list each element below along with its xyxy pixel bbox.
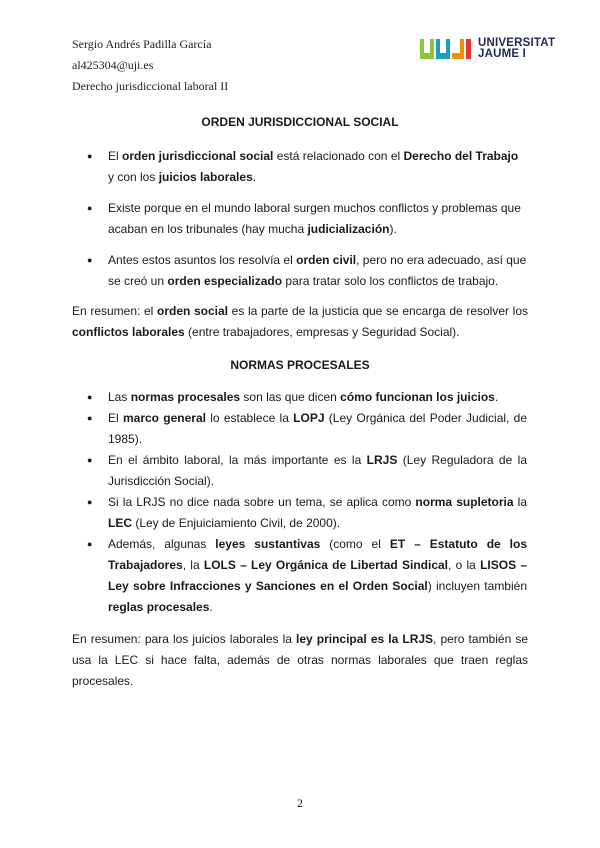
- logo-mark-j-orange-icon: [452, 39, 464, 59]
- text-run: (Ley Reguladora de la Jurisdicción Social).: [108, 453, 527, 488]
- bullet-icon: ●: [87, 151, 93, 161]
- section2-title: NORMAS PROCESALES: [230, 358, 370, 372]
- logo-text-line1: UNIVERSITAT: [478, 37, 556, 49]
- list-item: [87, 450, 527, 492]
- bold-text-run: LOLS – Ley Orgánica de Libertad Sindical: [203, 558, 449, 572]
- text-run: El: [108, 149, 123, 163]
- list-item: [87, 250, 527, 292]
- section1-bullet-list: [87, 146, 527, 292]
- section2-bullet-list: [87, 387, 527, 618]
- text-run: En el ámbito laboral, la más importante es la: [108, 453, 367, 467]
- section1-summary: [72, 301, 528, 343]
- list-item: [87, 146, 527, 188]
- text-run: es la parte de la justicia que se encarga de resolver los: [228, 304, 529, 318]
- bold-text-run: Derecho del Trabajo: [403, 149, 519, 163]
- course-name: Derecho jurisdiccional laboral II: [72, 79, 229, 93]
- text-run: Las: [108, 390, 131, 404]
- list-item: [87, 492, 527, 534]
- bold-text-run: LRJS: [366, 453, 398, 467]
- bold-text-run: LOPJ: [293, 411, 325, 425]
- university-logo: [420, 38, 555, 60]
- text-run: Además, algunas: [108, 537, 216, 551]
- bold-text-run: leyes sustantivas: [215, 537, 321, 551]
- logo-mark-icon: [420, 39, 471, 59]
- text-run: .: [494, 390, 499, 404]
- text-run: son las que dicen: [240, 390, 341, 404]
- logo-mark-i-red-icon: [466, 39, 471, 59]
- bullet-icon: ●: [87, 455, 93, 465]
- text-run: está relacionado con el: [273, 149, 404, 163]
- text-run: (Ley de Enjuiciamiento Civil, de 2000).: [132, 516, 341, 530]
- document-header: [72, 34, 228, 97]
- text-run: lo establece la: [205, 411, 294, 425]
- logo-mark-u-green-icon: [420, 39, 434, 59]
- list-item: [87, 198, 527, 240]
- bold-text-run: ley principal es la LRJS: [296, 632, 434, 646]
- logo-text: [478, 38, 555, 60]
- text-run: (como el: [320, 537, 390, 551]
- bullet-icon: ●: [87, 203, 93, 213]
- bold-text-run: juicios laborales: [158, 170, 253, 184]
- text-run: , pero no era adecuado, así que se creó un: [108, 253, 527, 288]
- text-run: (entre trabajadores, empresas y Seguridad Social).: [184, 325, 460, 339]
- bold-text-run: orden civil: [296, 253, 357, 267]
- list-item: [87, 534, 527, 618]
- author-name: Sergio Andrés Padilla García: [72, 37, 212, 51]
- bold-text-run: judicialización: [307, 222, 390, 236]
- list-item: [87, 387, 527, 408]
- page-number: 2: [297, 796, 303, 810]
- bold-text-run: orden especializado: [167, 274, 283, 288]
- text-run: En resumen: el: [72, 304, 157, 318]
- bullet-icon: ●: [87, 539, 93, 549]
- text-run: ) incluyen también: [427, 579, 527, 593]
- bold-text-run: ET – Estatuto de los Trabajadores: [108, 537, 527, 572]
- text-run: , pero también se usa la LEC si hace falta, además de otras normas laborales que traen reglas procesales.: [72, 632, 529, 688]
- bold-text-run: norma supletoria: [415, 495, 514, 509]
- bold-text-run: cómo funcionan los juicios: [340, 390, 495, 404]
- bold-text-run: normas procesales: [130, 390, 241, 404]
- text-run: y con los: [108, 170, 159, 184]
- bold-text-run: conflictos laborales: [72, 325, 185, 339]
- logo-mark-u-blue-icon: [436, 39, 450, 59]
- text-run: (Ley Orgánica del Poder Judicial, de 1985).: [108, 411, 528, 446]
- bold-text-run: LEC: [108, 516, 132, 530]
- bold-text-run: marco general: [122, 411, 206, 425]
- text-run: , la: [182, 558, 204, 572]
- bold-text-run: reglas procesales: [108, 600, 210, 614]
- text-run: .: [252, 170, 257, 184]
- text-run: Antes estos asuntos los resolvía el: [108, 253, 297, 267]
- logo-text-line2: JAUME I: [478, 48, 527, 60]
- author-email: al425304@uji.es: [72, 58, 154, 72]
- text-run: Si la LRJS no dice nada sobre un tema, se aplica como: [108, 495, 416, 509]
- text-run: , o la: [448, 558, 481, 572]
- text-run: Existe porque en el mundo laboral surgen muchos conflictos y problemas que acaban en los tribunales (hay mucha: [108, 201, 521, 236]
- bullet-icon: ●: [87, 497, 93, 507]
- bullet-icon: ●: [87, 413, 93, 423]
- bold-text-run: orden jurisdiccional social: [122, 149, 274, 163]
- bold-text-run: orden social: [157, 304, 229, 318]
- text-run: la: [513, 495, 527, 509]
- text-run: .: [209, 600, 213, 614]
- section1-title: ORDEN JURISDICCIONAL SOCIAL: [201, 115, 399, 129]
- text-run: para tratar solo los conflictos de trabajo.: [282, 274, 499, 288]
- text-run: En resumen: para los juicios laborales la: [72, 632, 296, 646]
- list-item: [87, 408, 527, 450]
- text-run: ).: [389, 222, 397, 236]
- text-run: El: [108, 411, 123, 425]
- bullet-icon: ●: [87, 392, 93, 402]
- bullet-icon: ●: [87, 255, 93, 265]
- bold-text-run: LISOS – Ley sobre Infracciones y Sanciones en el Orden Social: [108, 558, 527, 593]
- section2-summary: [72, 629, 528, 692]
